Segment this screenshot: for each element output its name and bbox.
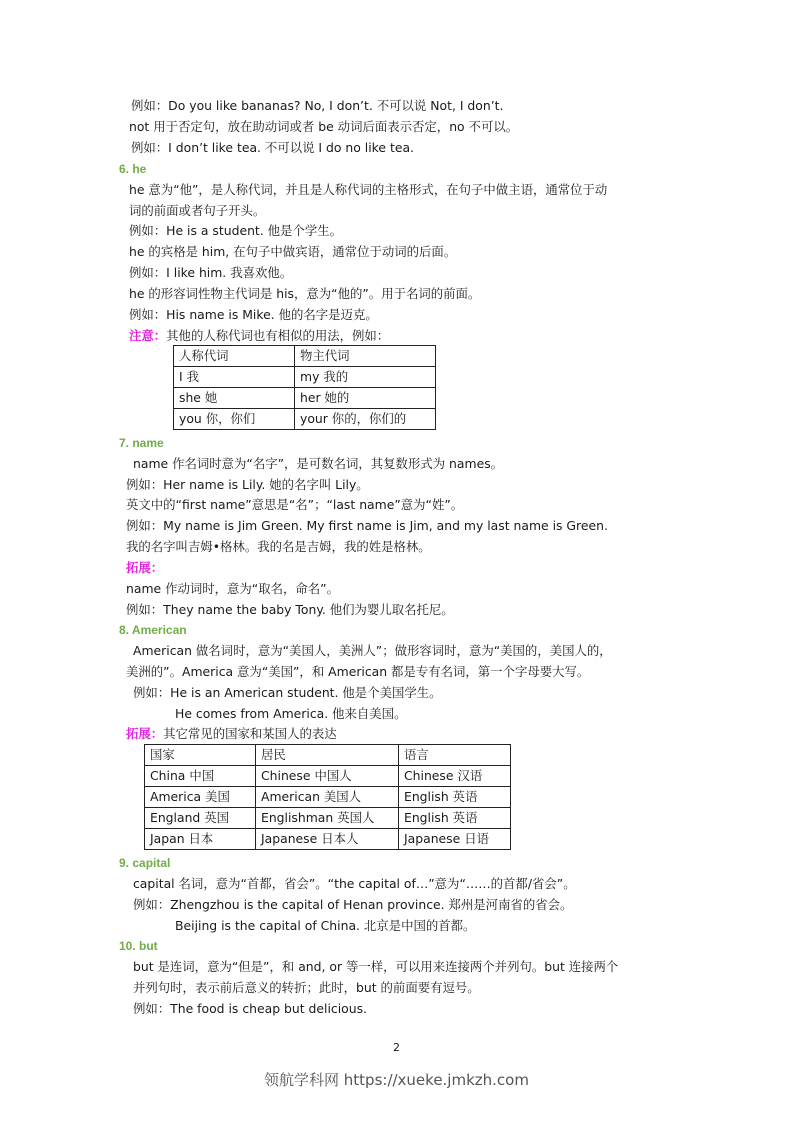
section-heading-american: 8. American (119, 623, 187, 637)
table-header-cell: 语言 (399, 745, 511, 766)
table-row (145, 787, 511, 808)
example-line: 例如：He is an American student. 他是个美国学生。 (133, 685, 442, 700)
table-cell: Chinese 汉语 (399, 766, 511, 787)
table-cell: Englishman 英国人 (256, 808, 399, 829)
example-line: 例如：He is a student. 他是个学生。 (129, 223, 343, 238)
table-cell: China 中国 (145, 766, 256, 787)
note-line (129, 327, 389, 345)
table-row (145, 766, 511, 787)
table-cell: her 她的 (295, 388, 436, 409)
section-heading-he: 6. he (119, 162, 147, 176)
text-line: 并列句时，表示前后意义的转折；此时，but 的前面要有逗号。 (133, 980, 480, 995)
extend-label: 拓展： (126, 560, 164, 575)
example-line: 例如：The food is cheap but delicious. (133, 1001, 367, 1016)
text-line: he 意为“他”，是人称代词，并且是人称代词的主格形式，在句子中做主语，通常位于动 (129, 182, 608, 197)
table-cell: English 英语 (399, 808, 511, 829)
table-cell: American 美国人 (256, 787, 399, 808)
example-line: 例如：Zhengzhou is the capital of Henan province. 郑州是河南省的省会。 (133, 897, 573, 912)
table-cell: Japanese 日本人 (256, 829, 399, 850)
example-line: 例如：I like him. 我喜欢他。 (129, 265, 293, 280)
table-cell: Chinese 中国人 (256, 766, 399, 787)
table-header-cell: 物主代词 (295, 346, 436, 367)
extend-line (126, 559, 163, 577)
table-cell: she 她 (174, 388, 295, 409)
example-line: 例如：My name is Jim Green. My first name is Jim, and my last name is Green. (126, 518, 608, 533)
table-header-cell: 居民 (256, 745, 399, 766)
table-cell: English 英语 (399, 787, 511, 808)
text-line: he 的宾格是 him, 在句子中做宾语，通常位于动词的后面。 (129, 244, 457, 259)
text-line: American 做名词时，意为“美国人，美洲人”；做形容词时，意为“美国的，美国人的， (133, 643, 612, 658)
text-line: 词的前面或者句子开头。 (129, 203, 266, 218)
country-table (144, 744, 511, 850)
table-cell: England 英国 (145, 808, 256, 829)
example-line: 例如：His name is Mike. 他的名字是迈克。 (129, 307, 378, 322)
example-line: 例如：Her name is Lily. 她的名字叫 Lily。 (126, 477, 369, 492)
section-heading-capital: 9. capital (119, 856, 171, 870)
text-line: not 用于否定句，放在助动词或者 be 动词后面表示否定，no 不可以。 (129, 119, 519, 134)
extend-label: 拓展： (126, 726, 164, 741)
table-row (174, 367, 436, 388)
text-line: but 是连词，意为“但是”，和 and, or 等一样，可以用来连接两个并列句。but 连接两个 (133, 959, 619, 974)
table-cell: America 美国 (145, 787, 256, 808)
text-line: capital 名词，意为“首都，省会”。“the capital of…”意为“……的首都/省会”。 (133, 876, 576, 891)
text-line: name 作动词时，意为“取名，命名”。 (126, 581, 339, 596)
table-cell: I 我 (174, 367, 295, 388)
table-cell: my 我的 (295, 367, 436, 388)
extend-line (126, 725, 337, 743)
page-number: 2 (393, 1041, 400, 1054)
table-header-cell: 国家 (145, 745, 256, 766)
table-row (174, 409, 436, 430)
text-line: 英文中的“first name”意思是“名”；“last name”意为“姓”。 (126, 497, 464, 512)
table-row (145, 829, 511, 850)
example-line: 例如：I don’t like tea. 不可以说 I do no like tea. (131, 140, 414, 155)
pronoun-table (173, 345, 436, 430)
table-row (145, 808, 511, 829)
footer-watermark: 领航学科网 https://xueke.jmkzh.com (264, 1071, 529, 1089)
table-cell: Japanese 日语 (399, 829, 511, 850)
text-line: 我的名字叫吉姆•格林。我的名是吉姆，我的姓是格林。 (126, 539, 431, 554)
example-line: He comes from America. 他来自美国。 (175, 706, 407, 721)
table-header-row (145, 745, 511, 766)
text-line: 美洲的”。America 意为“美国”，和 American 都是专有名词，第一个字母要大写。 (126, 664, 590, 679)
table-row (174, 388, 436, 409)
note-label: 注意： (129, 328, 167, 343)
extend-text: 其它常见的国家和某国人的表达 (163, 726, 337, 741)
example-line: 例如：Do you like bananas? No, I don’t. 不可以说 Not, I don’t. (131, 98, 504, 113)
table-cell: you 你，你们 (174, 409, 295, 430)
text-line: he 的形容词性物主代词是 his，意为“他的”。用于名词的前面。 (129, 286, 481, 301)
table-cell: Japan 日本 (145, 829, 256, 850)
table-header-row (174, 346, 436, 367)
section-heading-but: 10. but (119, 939, 158, 953)
example-line: Beijing is the capital of China. 北京是中国的首都。 (175, 918, 476, 933)
section-heading-name: 7. name (119, 436, 164, 450)
table-cell: your 你的，你们的 (295, 409, 436, 430)
text-line: name 作名词时意为“名字”，是可数名词，其复数形式为 names。 (133, 456, 504, 471)
example-line: 例如：They name the baby Tony. 他们为婴儿取名托尼。 (126, 602, 454, 617)
note-text: 其他的人称代词也有相似的用法，例如： (166, 328, 390, 343)
table-header-cell: 人称代词 (174, 346, 295, 367)
